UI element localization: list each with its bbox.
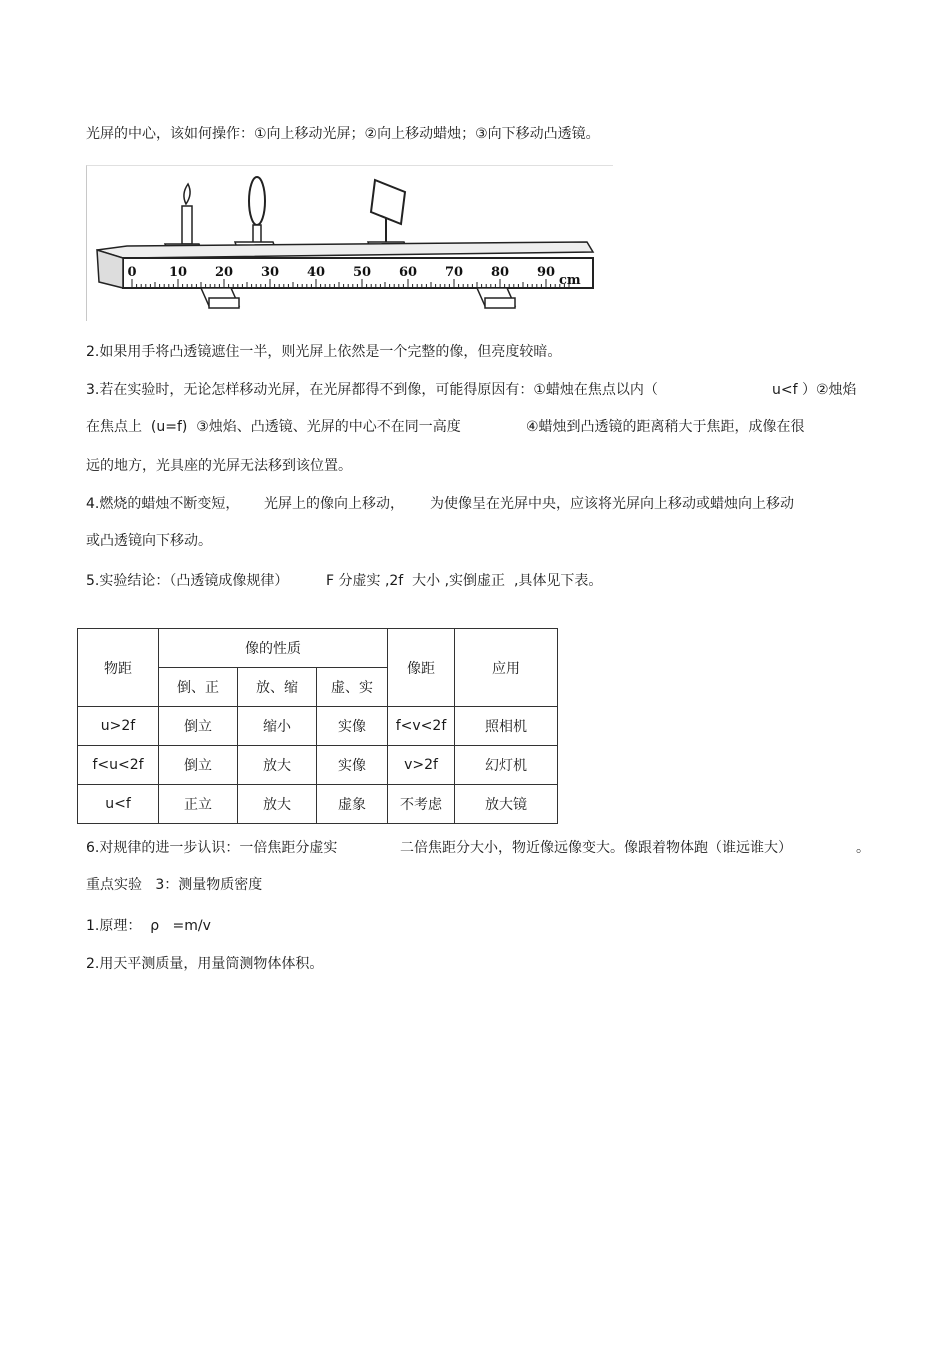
cell-application: 照相机 [455, 707, 558, 746]
subheader-orientation: 倒、正 [159, 668, 238, 707]
header-image-properties: 像的性质 [159, 629, 388, 668]
text-line-5b: F 分虚实 ,2f 大小 ,实倒虚正 ,具体见下表。 [326, 573, 603, 589]
ruler-tick-label: 50 [352, 265, 372, 280]
text-line-measure: 2.用天平测质量，用量筒测物体体积。 [86, 956, 324, 972]
subheader-size: 放、缩 [238, 668, 317, 707]
text-line-4a: 4.燃烧的蜡烛不断变短， [86, 496, 240, 512]
ruler-tick-label: 90 [536, 265, 556, 280]
text-line-3a: 3.若在实验时，无论怎样移动光屏，在光屏都得不到像，可能得原因有：①蜡烛在焦点以内（ [86, 382, 658, 398]
text-line-3c: 在焦点上 (u=f) ③烛焰、凸透镜、光屏的中心不在同一高度 [86, 419, 461, 435]
subheader-type: 虚、实 [317, 668, 388, 707]
text-line-intro: 光屏的中心，该如何操作：①向上移动光屏；②向上移动蜡烛；③向下移动凸透镜。 [86, 126, 600, 142]
cell-v: 不考虑 [388, 785, 455, 824]
cell-v: f<v<2f [388, 707, 455, 746]
light-screen [371, 180, 405, 244]
cell-orientation: 倒立 [159, 707, 238, 746]
cell-size: 放大 [238, 746, 317, 785]
table-row [78, 785, 558, 824]
cell-size: 放大 [238, 785, 317, 824]
cell-orientation: 正立 [159, 785, 238, 824]
optical-bench-figure [86, 165, 613, 321]
text-line-6b: 二倍焦距分大小，物近像远像变大。像跟着物体跑（谁远谁大） [400, 840, 792, 856]
header-image-distance: 像距 [388, 629, 455, 707]
table-row [78, 707, 558, 746]
text-line-4d: 或凸透镜向下移动。 [86, 533, 212, 549]
ruler-unit-label: cm [559, 273, 581, 288]
text-line-6c: 。 [856, 840, 870, 856]
text-line-3e: 远的地方，光具座的光屏无法移到该位置。 [86, 458, 352, 474]
table-row [78, 746, 558, 785]
cell-size: 缩小 [238, 707, 317, 746]
cell-u: f<u<2f [78, 746, 159, 785]
ruler-tick-label: 40 [306, 265, 326, 280]
ruler-tick-label: 60 [398, 265, 418, 280]
cell-type: 虚象 [317, 785, 388, 824]
ruler-tick-label: 70 [444, 265, 464, 280]
ruler-tick-label: 80 [490, 265, 510, 280]
text-line-4b: 光屏上的像向上移动， [264, 496, 404, 512]
header-object-distance: 物距 [78, 629, 159, 707]
cell-application: 幻灯机 [455, 746, 558, 785]
text-line-6a: 6.对规律的进一步认识：一倍焦距分虚实 [86, 840, 338, 856]
lens-imaging-table [77, 628, 558, 824]
cell-type: 实像 [317, 746, 388, 785]
section-heading-density: 重点实验 3：测量物质密度 [86, 877, 263, 893]
header-application: 应用 [455, 629, 558, 707]
optical-bench-illustration [87, 166, 613, 321]
cell-type: 实像 [317, 707, 388, 746]
bench-feet [201, 288, 515, 308]
candle [182, 184, 192, 244]
text-line-2: 2.如果用手将凸透镜遮住一半，则光屏上依然是一个完整的像，但亮度较暗。 [86, 344, 562, 360]
ruler-tick-label: 30 [260, 265, 280, 280]
cell-v: v>2f [388, 746, 455, 785]
ruler-tick-label: 0 [127, 265, 137, 280]
text-line-3b: u<f ）②烛焰 [772, 382, 857, 398]
table-header-row [78, 629, 558, 668]
cell-application: 放大镜 [455, 785, 558, 824]
text-line-3d: ④蜡烛到凸透镜的距离稍大于焦距，成像在很 [526, 419, 805, 435]
cell-u: u>2f [78, 707, 159, 746]
text-line-principle: 1.原理： ρ =m/v [86, 918, 211, 934]
ruler-tick-label: 10 [168, 265, 188, 280]
convex-lens [249, 177, 265, 243]
cell-u: u<f [78, 785, 159, 824]
cell-orientation: 倒立 [159, 746, 238, 785]
text-line-4c: 为使像呈在光屏中央，应该将光屏向上移动或蜡烛向上移动 [430, 496, 794, 512]
text-line-5a: 5.实验结论：（凸透镜成像规律） [86, 573, 289, 589]
ruler-tick-label: 20 [214, 265, 234, 280]
